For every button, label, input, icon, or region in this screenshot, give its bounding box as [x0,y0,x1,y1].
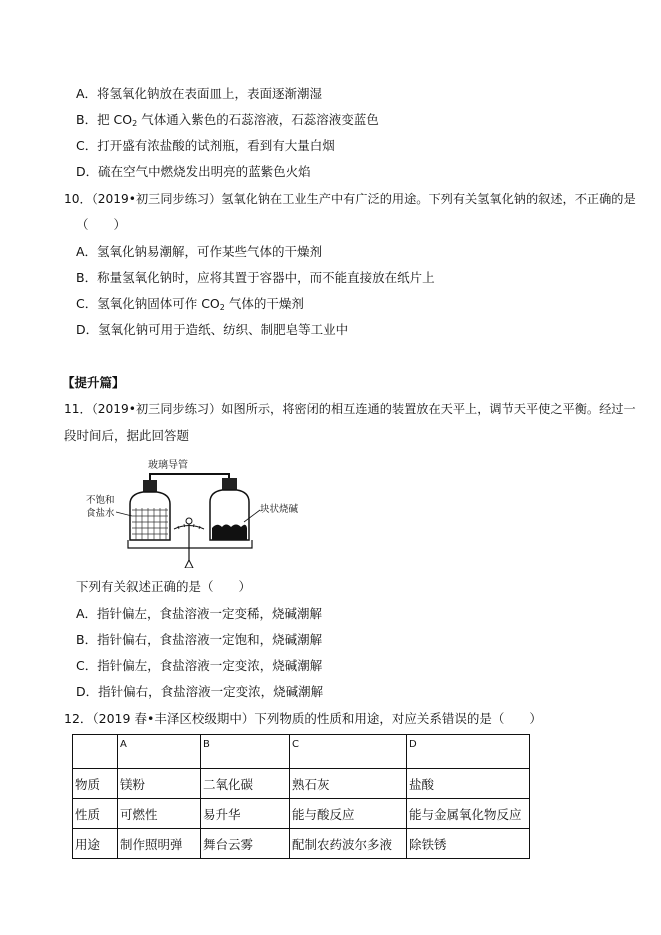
q9-option-b-pre: B．把 CO [76,112,133,127]
q11-option-a: A．指针偏左，食盐溶液一定变稀，烧碱潮解 [76,606,323,621]
properties-table [72,734,530,859]
table-cell: 配制农药波尔多液 [290,829,407,859]
q9-option-b-post: 气体通入紫色的石蕊溶液，石蕊溶液变蓝色 [137,112,379,127]
table-cell: 易升华 [201,799,290,829]
q11-stem-line2: 段时间后，据此回答题 [64,428,190,443]
q9-option-d: D．硫在空气中燃烧发出明亮的蓝紫色火焰 [76,164,311,179]
q11-stem-line1: 11．（2019•初三同步练习）如图所示，将密闭的相互连通的装置放在天平上，调节天平使之平衡。经过一 [64,402,636,416]
q10-option-a: A．氢氧化钠易潮解，可作某些气体的干燥剂 [76,244,323,259]
q9-option-b-sub: 2 [132,119,138,128]
table-header-row [73,735,530,769]
table-cell: B [201,735,290,769]
q10-option-c [76,296,304,316]
table-cell: 能与金属氧化物反应 [407,799,530,829]
table-row [73,799,530,829]
table-cell: 能与酸反应 [290,799,407,829]
q10-option-d: D．氢氧化钠可用于造纸、纺织、制肥皂等工业中 [76,322,349,337]
q11-option-d: D．指针偏右，食盐溶液一定变浓，烧碱潮解 [76,684,324,699]
balance-fulcrum [185,560,193,568]
glass-tube [150,474,229,480]
right-bottle [210,478,249,540]
q10-stem: 10．（2019•初三同步练习）氢氧化钠在工业生产中有广泛的用途。下列有关氢氧化钠的叙述，不正确的是 [64,192,636,206]
q10-option-c-pre: C．氢氧化钠固体可作 CO [76,296,220,311]
right-label: 块状烧碱 [260,504,299,515]
pointer-pivot [186,518,192,524]
tube-label: 玻璃导管 [148,460,188,471]
table-cell: C [290,735,407,769]
left-label-2: 食盐水 [86,508,115,519]
table-cell: D [407,735,530,769]
q11-option-b: B．指针偏右，食盐溶液一定饱和，烧碱潮解 [76,632,323,647]
q9-option-b [76,112,379,132]
left-bottle [130,480,170,540]
table-row [73,769,530,799]
q12-stem: 12．（2019 春•丰泽区校级期中）下列物质的性质和用途，对应关系错误的是（ ） [64,711,542,726]
table-cell [73,735,118,769]
q9-option-a: A．将氢氧化钠放在表面皿上，表面逐渐潮湿 [76,86,323,101]
q11-option-c: C．指针偏左，食盐溶液一定变浓，烧碱潮解 [76,658,323,673]
table-cell: 制作照明弹 [118,829,201,859]
q10-option-c-post: 气体的干燥剂 [224,296,304,311]
table-cell: 用途 [73,829,118,859]
table-cell: 熟石灰 [290,769,407,799]
table-cell: 性质 [73,799,118,829]
table-cell: 镁粉 [118,769,201,799]
table-cell: 可燃性 [118,799,201,829]
q10-option-c-sub: 2 [219,303,225,312]
table-cell: 盐酸 [407,769,530,799]
balance-beam [128,540,252,548]
table-cell: 舞台云雾 [201,829,290,859]
table-cell: A [118,735,201,769]
table-cell: 二氧化碳 [201,769,290,799]
table-row [73,829,530,859]
table-cell: 除铁锈 [407,829,530,859]
q11-question: 下列有关叙述正确的是（ ） [76,579,252,594]
q10-option-b: B．称量氢氧化钠时，应将其置于容器中，而不能直接放在纸片上 [76,270,435,285]
left-label-1: 不饱和 [86,495,115,506]
balance-apparatus-diagram [86,456,316,568]
q10-paren: （ ） [76,217,127,232]
q9-option-c: C．打开盛有浓盐酸的试剂瓶，看到有大量白烟 [76,138,335,153]
table-cell: 物质 [73,769,118,799]
section-title: 【提升篇】 [62,375,125,390]
